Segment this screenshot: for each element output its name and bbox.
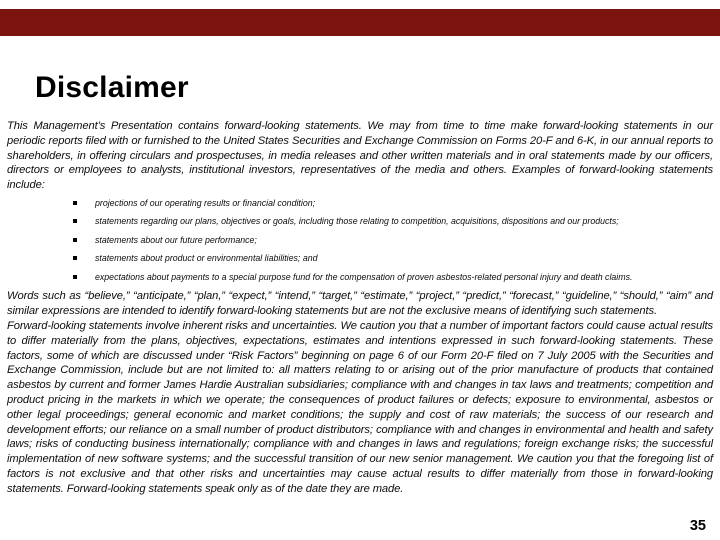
page-title: Disclaimer (35, 71, 189, 104)
top-accent-bar (0, 9, 720, 36)
list-item (7, 215, 713, 227)
bullet-text: expectations about payments to a special purpose fund for the compensation of proven asbestos-related personal injury and death claims. (95, 271, 633, 282)
list-item (7, 197, 713, 209)
bullet-text: statements about our future performance; (95, 234, 257, 245)
square-bullet-icon (73, 219, 77, 223)
square-bullet-icon (73, 275, 77, 279)
square-bullet-icon (73, 238, 77, 242)
page-number: 35 (689, 518, 706, 534)
list-item (7, 252, 713, 264)
words-paragraph: Words such as “believe,” “anticipate,” “plan,” “expect,” “intend,” “target,” “estimate,” “project,” “predict,” “forecast,” “guideline,” “should,” “aim” and similar expressions are intended to identify forward-looking statements but are not the exclusive means of identifying such statements. (7, 290, 713, 318)
square-bullet-icon (73, 201, 77, 205)
intro-paragraph: This Management’s Presentation contains forward-looking statements. We may from time to time make forward-looking statements in our periodic reports filed with or furnished to the United States Securities and Exchange Commission on Forms 20-F and 6-K, in our annual reports to shareholders, in offering circulars and prospectuses, in media releases and other written materials and in oral statements made by our officers, directors or employees to analysts, institutional investors, representatives of the media and others. Examples of forward-looking statements include: (7, 120, 713, 192)
list-item (7, 271, 713, 283)
list-item (7, 234, 713, 246)
bullet-text: projections of our operating results or financial condition; (95, 197, 316, 208)
forward-looking-bullet-list (7, 197, 713, 283)
bullet-text: statements regarding our plans, objectives or goals, including those relating to competition, acquisitions, dispositions and our products; (95, 216, 619, 227)
risks-paragraph: Forward-looking statements involve inherent risks and uncertainties. We caution you that a number of important factors could cause actual results to differ materially from the plans, objectives, expectations, estimates and intentions expressed in such forward-looking statements. These factors, some of which are discussed under “Risk Factors” beginning on page 6 of our Form 20-F filed on 7 July 2005 with the Securities and Exchange Commission, include but are not limited to: all matters relating to or arising out of the prior manufacture of products that contained asbestos by current and former James Hardie Australian subsidiaries; compliance with and changes in tax laws and treatments; competition and product pricing in the markets in which we operate; the consequences of product failures or defects; exposure to environmental, asbestos or other legal proceedings; general economic and market conditions; the supply and cost of raw materials; the success of our research and development efforts; our reliance on a small number of product distributors; compliance with and changes in environmental and health and safety laws; risks of conducting business internationally; compliance with and changes in laws and regulations; foreign exchange risks; the successful implementation of new software systems; and the successful transition of our new senior management. We caution you that the foregoing list of factors is not exclusive and that other risks and uncertainties may cause actual results to differ materially from those in forward-looking statements. Forward-looking statements speak only as of the date they are made. (7, 320, 713, 495)
disclaimer-body (7, 119, 713, 497)
bullet-text: statements about product or environmental liabilities; and (95, 253, 318, 264)
square-bullet-icon (73, 256, 77, 260)
